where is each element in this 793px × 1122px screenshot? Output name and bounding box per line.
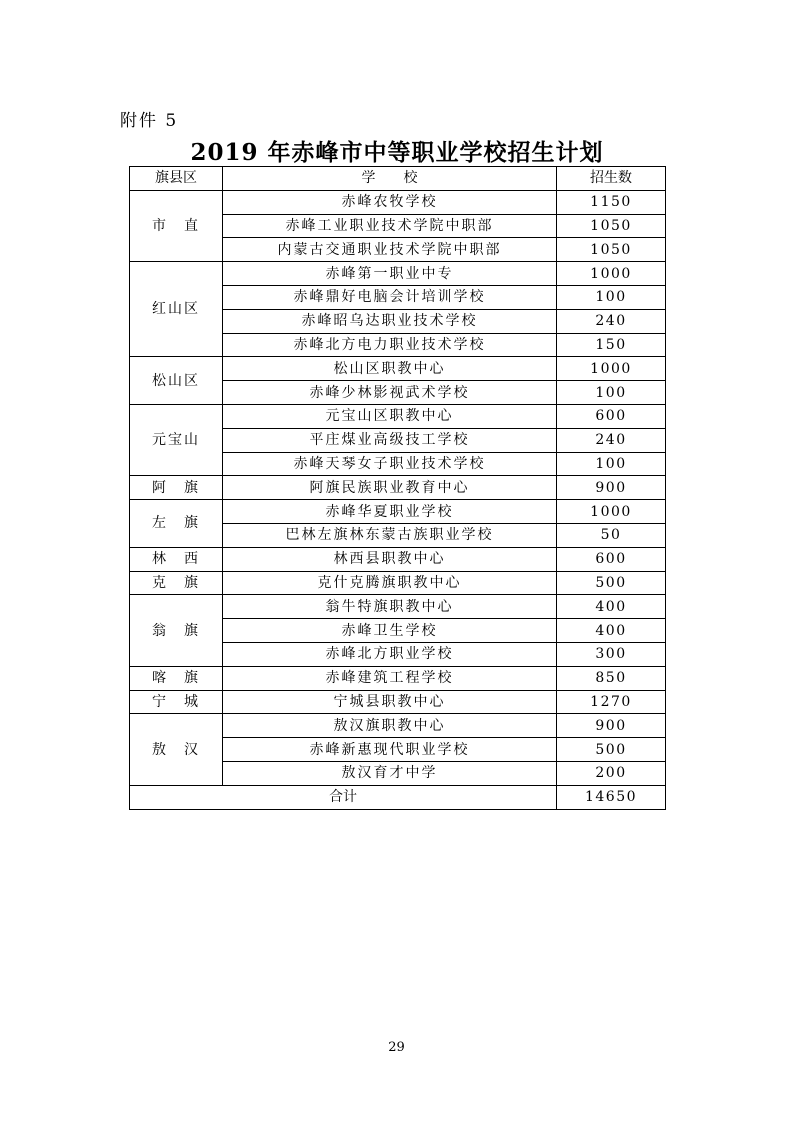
count-cell: 1000 (557, 357, 666, 381)
district-cell: 林 西 (130, 547, 223, 571)
school-cell: 赤峰鼎好电脑会计培训学校 (223, 285, 557, 309)
district-cell: 阿 旗 (130, 476, 223, 500)
school-cell: 赤峰昭乌达职业技术学校 (223, 309, 557, 333)
count-cell: 850 (557, 666, 666, 690)
header-district: 旗县区 (130, 167, 223, 191)
table-row (130, 571, 666, 595)
table-row (130, 476, 666, 500)
school-cell: 元宝山区职教中心 (223, 404, 557, 428)
count-cell: 1000 (557, 500, 666, 524)
school-cell: 赤峰天琴女子职业技术学校 (223, 452, 557, 476)
school-cell: 巴林左旗林东蒙古族职业学校 (223, 523, 557, 547)
district-cell: 克 旗 (130, 571, 223, 595)
school-cell: 赤峰北方电力职业技术学校 (223, 333, 557, 357)
table-row (130, 714, 666, 738)
count-cell: 240 (557, 309, 666, 333)
count-cell: 600 (557, 547, 666, 571)
table-row (130, 595, 666, 619)
table-row (130, 666, 666, 690)
count-cell: 900 (557, 714, 666, 738)
district-cell: 市 直 (130, 190, 223, 261)
count-cell: 100 (557, 285, 666, 309)
district-cell: 喀 旗 (130, 666, 223, 690)
school-cell: 翁牛特旗职教中心 (223, 595, 557, 619)
school-cell: 敖汉旗职教中心 (223, 714, 557, 738)
school-cell: 赤峰新惠现代职业学校 (223, 738, 557, 762)
count-cell: 500 (557, 738, 666, 762)
school-cell: 内蒙古交通职业技术学院中职部 (223, 238, 557, 262)
school-cell: 敖汉育才中学 (223, 761, 557, 785)
count-cell: 1270 (557, 690, 666, 714)
document-title: 2019 年赤峰市中等职业学校招生计划 (190, 139, 604, 166)
school-cell: 克什克腾旗职教中心 (223, 571, 557, 595)
school-cell: 林西县职教中心 (223, 547, 557, 571)
district-cell: 元宝山 (130, 404, 223, 475)
district-cell: 红山区 (130, 262, 223, 357)
count-cell: 100 (557, 452, 666, 476)
count-cell: 1050 (557, 238, 666, 262)
school-cell: 赤峰建筑工程学校 (223, 666, 557, 690)
school-cell: 赤峰农牧学校 (223, 190, 557, 214)
school-cell: 松山区职教中心 (223, 357, 557, 381)
district-cell: 宁 城 (130, 690, 223, 714)
count-cell: 1000 (557, 262, 666, 286)
school-cell: 赤峰工业职业技术学院中职部 (223, 214, 557, 238)
table-row (130, 190, 666, 214)
total-row (130, 785, 666, 809)
school-cell: 赤峰卫生学校 (223, 619, 557, 643)
school-cell: 赤峰少林影视武术学校 (223, 381, 557, 405)
table-row (130, 547, 666, 571)
school-cell: 阿旗民族职业教育中心 (223, 476, 557, 500)
table-row (130, 500, 666, 524)
count-cell: 900 (557, 476, 666, 500)
count-cell: 200 (557, 761, 666, 785)
page-number: 29 (388, 1040, 405, 1055)
count-cell: 150 (557, 333, 666, 357)
table-row (130, 404, 666, 428)
total-count: 14650 (557, 785, 666, 809)
table-row (130, 690, 666, 714)
enrollment-plan-table (129, 166, 666, 810)
district-cell: 敖 汉 (130, 714, 223, 785)
count-cell: 50 (557, 523, 666, 547)
district-cell: 松山区 (130, 357, 223, 405)
count-cell: 400 (557, 619, 666, 643)
count-cell: 1050 (557, 214, 666, 238)
table-body (130, 190, 666, 785)
count-cell: 400 (557, 595, 666, 619)
district-cell: 翁 旗 (130, 595, 223, 666)
table-row (130, 357, 666, 381)
school-cell: 赤峰北方职业学校 (223, 642, 557, 666)
count-cell: 240 (557, 428, 666, 452)
table-header-row (130, 167, 666, 191)
school-cell: 赤峰第一职业中专 (223, 262, 557, 286)
district-cell: 左 旗 (130, 500, 223, 548)
school-cell: 宁城县职教中心 (223, 690, 557, 714)
table-row (130, 262, 666, 286)
attachment-label: 附件 5 (120, 111, 179, 131)
count-cell: 500 (557, 571, 666, 595)
header-count: 招生数 (557, 167, 666, 191)
school-cell: 平庄煤业高级技工学校 (223, 428, 557, 452)
count-cell: 300 (557, 642, 666, 666)
header-school: 学 校 (223, 167, 557, 191)
total-label: 合计 (130, 785, 557, 809)
school-cell: 赤峰华夏职业学校 (223, 500, 557, 524)
count-cell: 600 (557, 404, 666, 428)
count-cell: 100 (557, 381, 666, 405)
count-cell: 1150 (557, 190, 666, 214)
